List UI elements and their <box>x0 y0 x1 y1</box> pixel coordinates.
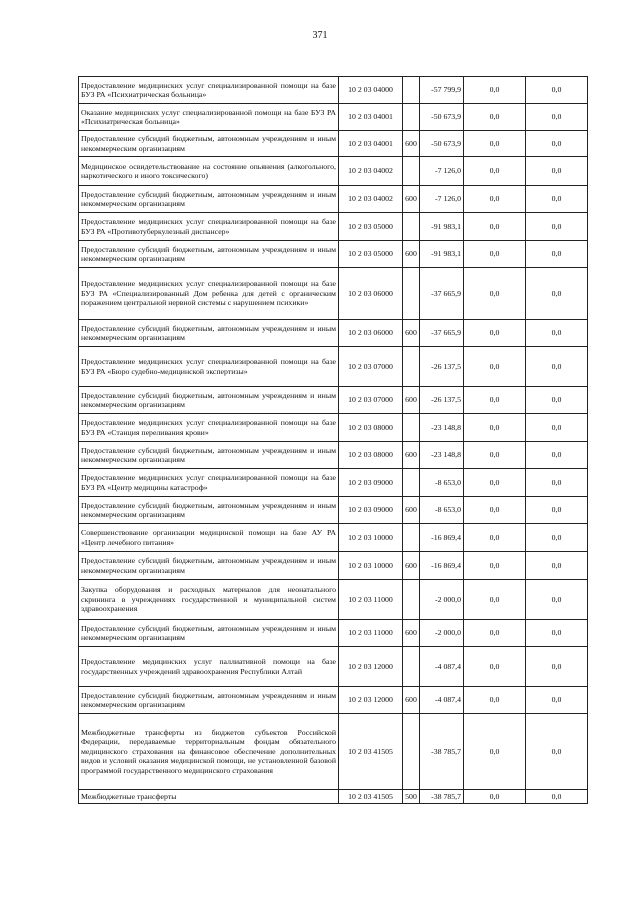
row-expense-type: 600 <box>403 186 420 213</box>
row-value-1: -91 983,1 <box>420 213 464 241</box>
row-value-2: 0,0 <box>464 469 526 497</box>
row-code: 10 2 03 12000 <box>339 687 403 714</box>
row-value-2: 0,0 <box>464 524 526 552</box>
budget-table <box>78 76 588 804</box>
row-value-1: -23 148,8 <box>420 442 464 469</box>
row-name: Предоставление медицинских услуг специализированной помощи на базе БУЗ РА «Станция переливания крови» <box>79 414 339 442</box>
row-value-2: 0,0 <box>464 387 526 414</box>
row-expense-type <box>403 647 420 687</box>
row-expense-type <box>403 469 420 497</box>
row-code: 10 2 03 08000 <box>339 414 403 442</box>
row-expense-type: 600 <box>403 442 420 469</box>
table-row <box>79 647 588 687</box>
row-value-1: -4 087,4 <box>420 687 464 714</box>
row-name: Предоставление медицинских услуг специализированной помощи на базе БУЗ РА «Специализированный Дом ребенка для детей с органическим поражением центральной нервной системы с нарушением психики» <box>79 268 339 320</box>
row-name: Межбюджетные трансферты <box>79 790 339 804</box>
table-row <box>79 104 588 131</box>
row-value-3: 0,0 <box>526 186 588 213</box>
row-name: Межбюджетные трансферты из бюджетов субъектов Российской Федерации, передаваемые территориальным фондам обязательного медицинского страхования на финансовое обеспечение дополнительных видов и условий оказания медицинской помощи, не установленной базовой программой государственного медицинского страхования <box>79 714 339 790</box>
row-value-3: 0,0 <box>526 714 588 790</box>
row-value-2: 0,0 <box>464 104 526 131</box>
row-value-1: -50 673,9 <box>420 104 464 131</box>
row-value-1: -16 869,4 <box>420 552 464 580</box>
row-value-1: -37 665,9 <box>420 268 464 320</box>
row-value-3: 0,0 <box>526 213 588 241</box>
row-value-2: 0,0 <box>464 790 526 804</box>
row-name: Закупка оборудования и расходных материалов для неонатального скрининга в учреждениях государственной и муниципальной систем здравоохранения <box>79 580 339 620</box>
table-row <box>79 790 588 804</box>
row-value-2: 0,0 <box>464 213 526 241</box>
row-value-2: 0,0 <box>464 580 526 620</box>
table-row <box>79 497 588 524</box>
row-expense-type: 600 <box>403 320 420 347</box>
row-value-1: -57 799,9 <box>420 77 464 104</box>
row-name: Предоставление медицинских услуг специализированной помощи на базе БУЗ РА «Центр медицины катастроф» <box>79 469 339 497</box>
table-row <box>79 241 588 268</box>
row-value-1: -7 126,0 <box>420 157 464 186</box>
row-value-3: 0,0 <box>526 790 588 804</box>
table-row <box>79 524 588 552</box>
row-value-3: 0,0 <box>526 442 588 469</box>
row-value-2: 0,0 <box>464 497 526 524</box>
table-row <box>79 186 588 213</box>
row-code: 10 2 03 05000 <box>339 213 403 241</box>
row-value-3: 0,0 <box>526 131 588 157</box>
table-row <box>79 552 588 580</box>
table-row <box>79 442 588 469</box>
row-value-3: 0,0 <box>526 157 588 186</box>
row-value-3: 0,0 <box>526 687 588 714</box>
row-value-2: 0,0 <box>464 620 526 647</box>
row-name: Медицинское освидетельствование на состояние опьянения (алкогольного, наркотического и иного токсического) <box>79 157 339 186</box>
row-name: Предоставление субсидий бюджетным, автономным учреждениям и иным некоммерческим организациям <box>79 241 339 268</box>
row-name: Предоставление медицинских услуг паллиативной помощи на базе государственных учреждений здравоохранения Республики Алтай <box>79 647 339 687</box>
row-value-3: 0,0 <box>526 580 588 620</box>
row-expense-type <box>403 580 420 620</box>
row-expense-type <box>403 524 420 552</box>
table-row <box>79 687 588 714</box>
row-value-1: -26 137,5 <box>420 387 464 414</box>
row-code: 10 2 03 07000 <box>339 387 403 414</box>
row-expense-type <box>403 77 420 104</box>
row-value-3: 0,0 <box>526 469 588 497</box>
row-code: 10 2 03 05000 <box>339 241 403 268</box>
row-name: Предоставление субсидий бюджетным, автономным учреждениям и иным некоммерческим организациям <box>79 131 339 157</box>
row-expense-type: 600 <box>403 552 420 580</box>
row-code: 10 2 03 04001 <box>339 131 403 157</box>
row-code: 10 2 03 09000 <box>339 469 403 497</box>
row-name: Предоставление медицинских услуг специализированной помощи на базе БУЗ РА «Бюро судебно-медицинской экспертизы» <box>79 347 339 387</box>
row-name: Предоставление субсидий бюджетным, автономным учреждениям и иным некоммерческим организациям <box>79 387 339 414</box>
row-value-3: 0,0 <box>526 497 588 524</box>
row-code: 10 2 03 10000 <box>339 524 403 552</box>
row-expense-type <box>403 104 420 131</box>
row-value-1: -91 983,1 <box>420 241 464 268</box>
row-name: Предоставление субсидий бюджетным, автономным учреждениям и иным некоммерческим организациям <box>79 687 339 714</box>
row-value-2: 0,0 <box>464 347 526 387</box>
row-expense-type: 600 <box>403 687 420 714</box>
table-row <box>79 620 588 647</box>
row-expense-type: 600 <box>403 387 420 414</box>
row-code: 10 2 03 09000 <box>339 497 403 524</box>
row-name: Предоставление субсидий бюджетным, автономным учреждениям и иным некоммерческим организациям <box>79 186 339 213</box>
row-name: Оказание медицинских услуг специализированной помощи на базе БУЗ РА «Психиатрическая больница» <box>79 104 339 131</box>
row-value-3: 0,0 <box>526 77 588 104</box>
row-expense-type <box>403 268 420 320</box>
row-code: 10 2 03 12000 <box>339 647 403 687</box>
row-value-1: -38 785,7 <box>420 714 464 790</box>
row-code: 10 2 03 04002 <box>339 157 403 186</box>
row-code: 10 2 03 06000 <box>339 268 403 320</box>
row-name: Предоставление субсидий бюджетным, автономным учреждениям и иным некоммерческим организациям <box>79 320 339 347</box>
row-expense-type <box>403 714 420 790</box>
row-value-1: -7 126,0 <box>420 186 464 213</box>
row-expense-type <box>403 414 420 442</box>
row-value-3: 0,0 <box>526 347 588 387</box>
table-row <box>79 157 588 186</box>
row-code: 10 2 03 04002 <box>339 186 403 213</box>
row-expense-type: 600 <box>403 497 420 524</box>
table-row <box>79 414 588 442</box>
row-expense-type: 600 <box>403 620 420 647</box>
row-value-1: -50 673,9 <box>420 131 464 157</box>
row-value-1: -37 665,9 <box>420 320 464 347</box>
row-code: 10 2 03 04000 <box>339 77 403 104</box>
row-name: Предоставление субсидий бюджетным, автономным учреждениям и иным некоммерческим организациям <box>79 620 339 647</box>
row-value-1: -2 000,0 <box>420 620 464 647</box>
row-name: Предоставление субсидий бюджетным, автономным учреждениям и иным некоммерческим организациям <box>79 497 339 524</box>
row-value-3: 0,0 <box>526 387 588 414</box>
table-row <box>79 580 588 620</box>
row-value-1: -4 087,4 <box>420 647 464 687</box>
row-value-2: 0,0 <box>464 241 526 268</box>
row-value-1: -2 000,0 <box>420 580 464 620</box>
table-row <box>79 714 588 790</box>
row-expense-type <box>403 213 420 241</box>
table-row <box>79 387 588 414</box>
table-row <box>79 131 588 157</box>
row-value-1: -8 653,0 <box>420 497 464 524</box>
row-value-1: -16 869,4 <box>420 524 464 552</box>
row-name: Предоставление медицинских услуг специализированной помощи на базе БУЗ РА «Противотуберкулезный диспансер» <box>79 213 339 241</box>
row-value-3: 0,0 <box>526 552 588 580</box>
budget-table-body <box>79 77 588 804</box>
row-name: Совершенствование организации медицинской помощи на базе АУ РА «Центр лечебного питания» <box>79 524 339 552</box>
row-expense-type: 600 <box>403 241 420 268</box>
page-number: 371 <box>312 30 328 41</box>
row-code: 10 2 03 41505 <box>339 790 403 804</box>
row-value-2: 0,0 <box>464 157 526 186</box>
row-value-1: -26 137,5 <box>420 347 464 387</box>
row-value-3: 0,0 <box>526 647 588 687</box>
row-value-3: 0,0 <box>526 414 588 442</box>
row-value-2: 0,0 <box>464 552 526 580</box>
row-value-1: -8 653,0 <box>420 469 464 497</box>
row-value-3: 0,0 <box>526 104 588 131</box>
row-value-2: 0,0 <box>464 442 526 469</box>
row-value-2: 0,0 <box>464 268 526 320</box>
row-value-2: 0,0 <box>464 647 526 687</box>
row-value-2: 0,0 <box>464 714 526 790</box>
table-row <box>79 77 588 104</box>
table-row <box>79 320 588 347</box>
table-row <box>79 268 588 320</box>
row-expense-type: 600 <box>403 131 420 157</box>
row-code: 10 2 03 07000 <box>339 347 403 387</box>
row-value-2: 0,0 <box>464 186 526 213</box>
row-code: 10 2 03 10000 <box>339 552 403 580</box>
row-value-3: 0,0 <box>526 241 588 268</box>
row-value-2: 0,0 <box>464 687 526 714</box>
row-value-3: 0,0 <box>526 620 588 647</box>
row-name: Предоставление медицинских услуг специализированной помощи на базе БУЗ РА «Психиатрическая больница» <box>79 77 339 104</box>
row-name: Предоставление субсидий бюджетным, автономным учреждениям и иным некоммерческим организациям <box>79 442 339 469</box>
row-value-2: 0,0 <box>464 414 526 442</box>
row-expense-type: 500 <box>403 790 420 804</box>
row-expense-type <box>403 157 420 186</box>
row-value-1: -23 148,8 <box>420 414 464 442</box>
row-value-3: 0,0 <box>526 524 588 552</box>
row-code: 10 2 03 11000 <box>339 580 403 620</box>
row-value-3: 0,0 <box>526 268 588 320</box>
table-row <box>79 213 588 241</box>
row-value-2: 0,0 <box>464 320 526 347</box>
row-value-1: -38 785,7 <box>420 790 464 804</box>
row-value-3: 0,0 <box>526 320 588 347</box>
row-code: 10 2 03 04001 <box>339 104 403 131</box>
row-code: 10 2 03 41505 <box>339 714 403 790</box>
row-code: 10 2 03 08000 <box>339 442 403 469</box>
table-row <box>79 469 588 497</box>
row-code: 10 2 03 06000 <box>339 320 403 347</box>
row-code: 10 2 03 11000 <box>339 620 403 647</box>
row-name: Предоставление субсидий бюджетным, автономным учреждениям и иным некоммерческим организациям <box>79 552 339 580</box>
row-expense-type <box>403 347 420 387</box>
row-value-2: 0,0 <box>464 131 526 157</box>
table-row <box>79 347 588 387</box>
row-value-2: 0,0 <box>464 77 526 104</box>
